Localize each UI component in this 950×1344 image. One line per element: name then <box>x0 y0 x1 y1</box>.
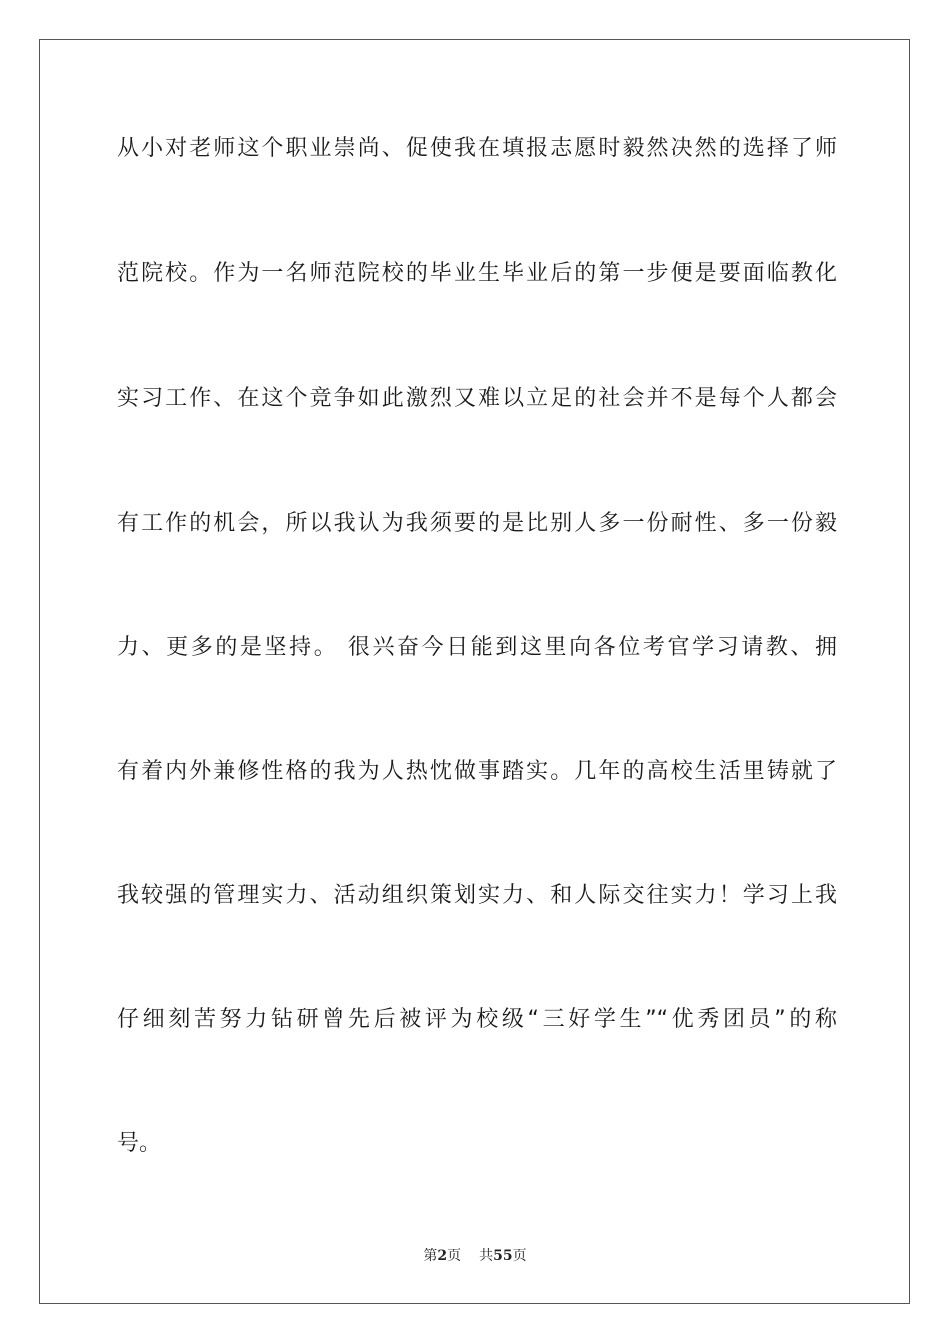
total-prefix: 共 <box>479 1248 494 1264</box>
body-line-6: 有着内外兼修性格的我为人热忱做事踏实。几年的高校生活里铸就了 <box>117 759 837 784</box>
page-number: 2 <box>437 1248 448 1264</box>
page-suffix: 页 <box>447 1248 462 1264</box>
body-line-7: 我较强的管理实力、活动组织策划实力、和人际交往实力！学习上我 <box>117 883 837 908</box>
body-line-3: 实习工作、在这个竞争如此激烈又难以立足的社会并不是每个人都会 <box>117 386 837 411</box>
page-border <box>39 39 910 1304</box>
page-prefix: 第 <box>423 1248 438 1264</box>
total-pages: 55 <box>493 1248 513 1264</box>
body-line-4: 有工作的机会，所以我认为我须要的是比别人多一份耐性、多一份毅 <box>117 511 837 536</box>
body-line-2: 范院校。作为一名师范院校的毕业生毕业后的第一步便是要面临教化 <box>117 261 837 286</box>
page-footer <box>0 1247 950 1265</box>
body-line-1: 从小对老师这个职业崇尚、促使我在填报志愿时毅然决然的选择了师 <box>117 136 837 161</box>
body-line-9: 号。 <box>117 1131 162 1156</box>
body-line-8: 仔细刻苦努力钻研曾先后被评为校级“三好学生”“优秀团员”的称 <box>117 1007 837 1032</box>
total-suffix: 页 <box>512 1248 527 1264</box>
body-line-5: 力、更多的是坚持。 很兴奋今日能到这里向各位考官学习请教、拥 <box>117 635 837 660</box>
